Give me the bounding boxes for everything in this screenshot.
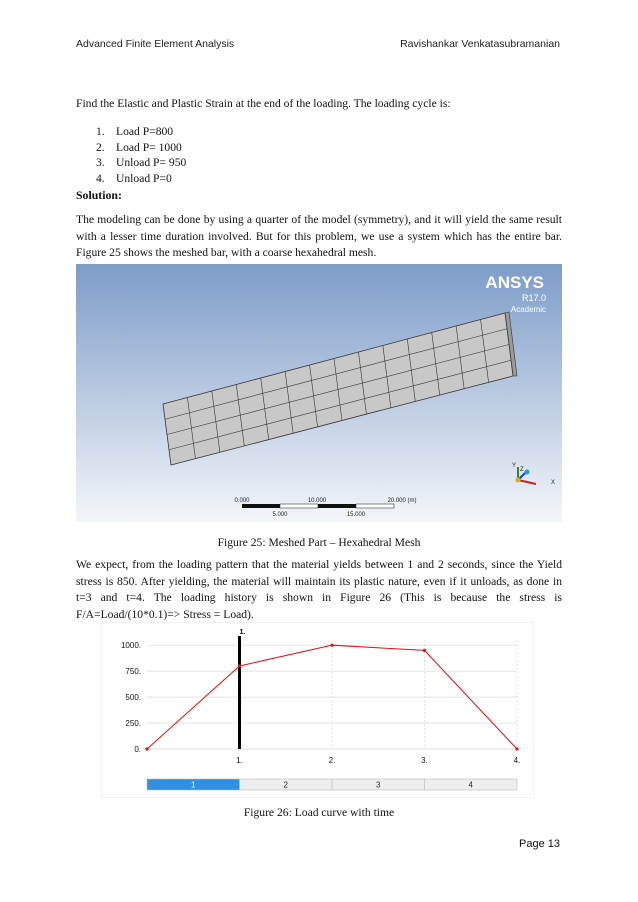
figure-25-svg [76,264,562,522]
list-item-number: 3. [96,156,105,170]
list-item-text: Load P= 1000 [116,140,182,154]
figure-25-caption: Figure 25: Meshed Part – Hexahedral Mesh [217,536,421,549]
list-item [96,124,186,140]
scale-bar-segment [356,504,394,508]
load-data-point [145,747,148,750]
scale-label-10: 10.000 [307,498,327,504]
scale-bar-segment [242,504,280,508]
axis-label-y: Y [512,463,517,469]
solution-heading: Solution: [76,188,122,202]
load-history-paragraph: We expect, from the loading pattern that the material yields between 1 and 2 seconds, since the Yield stress is 850. After yielding, the material will maintain its plastic nature, even if it unloads, as done in t=3 and t=4. The loading history is shown in Figure 26 (This is because the stress is F/A=Load/(10*0.1)=> Stress = Load). [76,558,562,621]
scale-bar-segment [318,504,356,508]
intro-paragraph: Find the Elastic and Plastic Strain at the end of the loading. The loading cycle is: [76,97,451,110]
scale-bar-segment [280,504,318,508]
x-tick-label: 3. [421,756,428,765]
axis-label-z: Z [520,467,524,473]
running-header-title: Advanced Finite Element Analysis [76,38,235,50]
y-tick-label: 0. [134,745,141,754]
y-tick-label: 250. [125,719,141,729]
ansys-logo-text: ANSYS [485,273,544,292]
figure-26-caption: Figure 26: Load curve with time [243,806,395,819]
running-header-author: Ravishankar Venkatasubramanian [400,38,560,50]
ansys-edition: Academic [510,305,546,314]
x-tick-label: 2. [328,756,336,765]
load-curve-chart [101,622,534,798]
step-tab-label: 2 [283,780,288,790]
axis-label-x: X [551,480,556,486]
solution-paragraph: The modeling can be done by using a quarter of the model (symmetry), and it will yield the same result with a lesser time duration involved. But for this problem, we use a system which has the entire bar. Figure 25 shows the meshed bar, with a coarse hexahedral mesh. [76,213,562,259]
x-tick-label: 1. [236,756,243,765]
scale-label-0: 0.000 [234,498,250,504]
page-number: Page 13 [519,838,560,850]
scale-label-5: 5.000 [272,512,288,518]
list-item [96,171,186,187]
load-data-point [330,644,333,647]
step-tab-label: 1 [191,780,196,790]
y-tick-label: 750. [125,667,141,677]
ansys-version: R17.0 [521,293,546,303]
load-data-point [238,664,241,667]
list-item-text: Load P=800 [116,125,174,138]
step-tab-label: 3 [376,780,381,790]
list-item-text: Unload P= 950 [116,156,187,170]
step-selector[interactable] [147,779,517,790]
step-tab-label: 4 [468,780,473,790]
figure-25-meshed-part [76,264,562,522]
list-item [96,155,186,171]
list-item-text: Unload P=0 [116,171,172,185]
time-marker-label: 1. [239,629,246,636]
list-item-number: 2. [96,140,105,154]
load-data-point [423,649,426,652]
scale-label-20: 20.000 (m) [387,498,417,504]
load-data-point [515,747,518,750]
loading-steps-list [96,124,186,186]
figure-26-load-curve [101,622,534,798]
x-tick-label: 4. [513,756,521,765]
y-tick-label: 500. [125,693,141,703]
list-item-number: 1. [96,125,105,138]
y-tick-label: 1000. [120,641,141,651]
scale-label-15: 15.000 [346,512,366,518]
list-item [96,140,186,156]
list-item-number: 4. [96,171,105,185]
